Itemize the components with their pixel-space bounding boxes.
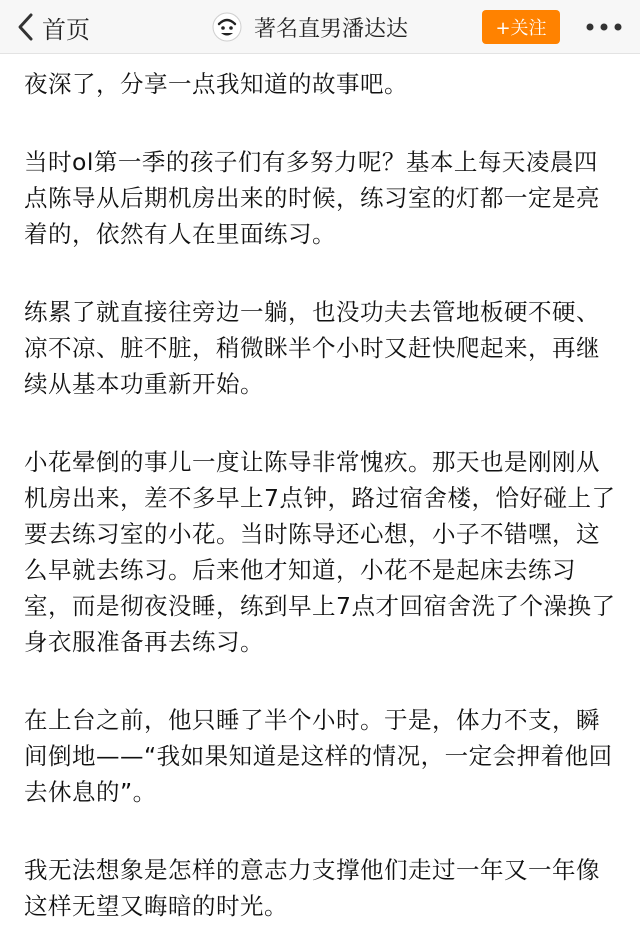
more-dots-icon[interactable] bbox=[584, 21, 624, 33]
article-body bbox=[0, 54, 640, 924]
article-paragraph: 在上台之前，他只睡了半个小时。于是，体力不支，瞬间倒地——“我如果知道是这样的情况，一定会押着他回去休息的”。 bbox=[24, 706, 613, 806]
back-button[interactable] bbox=[16, 0, 90, 54]
article-paragraph: 我无法想象是怎样的意志力支撑他们走过一年又一年像这样无望又晦暗的时光。 bbox=[24, 856, 600, 920]
user-info[interactable] bbox=[212, 0, 408, 54]
top-nav-bar bbox=[0, 0, 640, 54]
avatar-icon[interactable] bbox=[212, 12, 242, 42]
article-paragraph: 当时ol第一季的孩子们有多努力呢？基本上每天凌晨四点陈导从后期机房出来的时候，练习室的灯都一定是亮着的，依然有人在里面练习。 bbox=[24, 148, 600, 248]
chevron-left-icon bbox=[16, 12, 34, 42]
back-label: 首页 bbox=[42, 15, 90, 44]
article-paragraph: 小花晕倒的事儿一度让陈导非常愧疚。那天也是刚刚从机房出来，差不多早上7点钟，路过宿舍楼，恰好碰上了要去练习室的小花。当时陈导还心想，小子不错嘿，这么早就去练习。后来他才知道，小花不是起床去练习室，而是彻夜没睡，练到早上7点才回宿舍洗了个澡换了身衣服准备再去练习。 bbox=[24, 448, 616, 656]
article-paragraph: 夜深了，分享一点我知道的故事吧。 bbox=[24, 70, 408, 98]
article-paragraph: 练累了就直接往旁边一躺，也没功夫去管地板硬不硬、凉不凉、脏不脏，稍微眯半个小时又赶快爬起来，再继续从基本功重新开始。 bbox=[24, 298, 600, 398]
follow-button[interactable]: +关注 bbox=[482, 10, 560, 44]
user-name[interactable]: 著名直男潘达达 bbox=[254, 16, 409, 42]
